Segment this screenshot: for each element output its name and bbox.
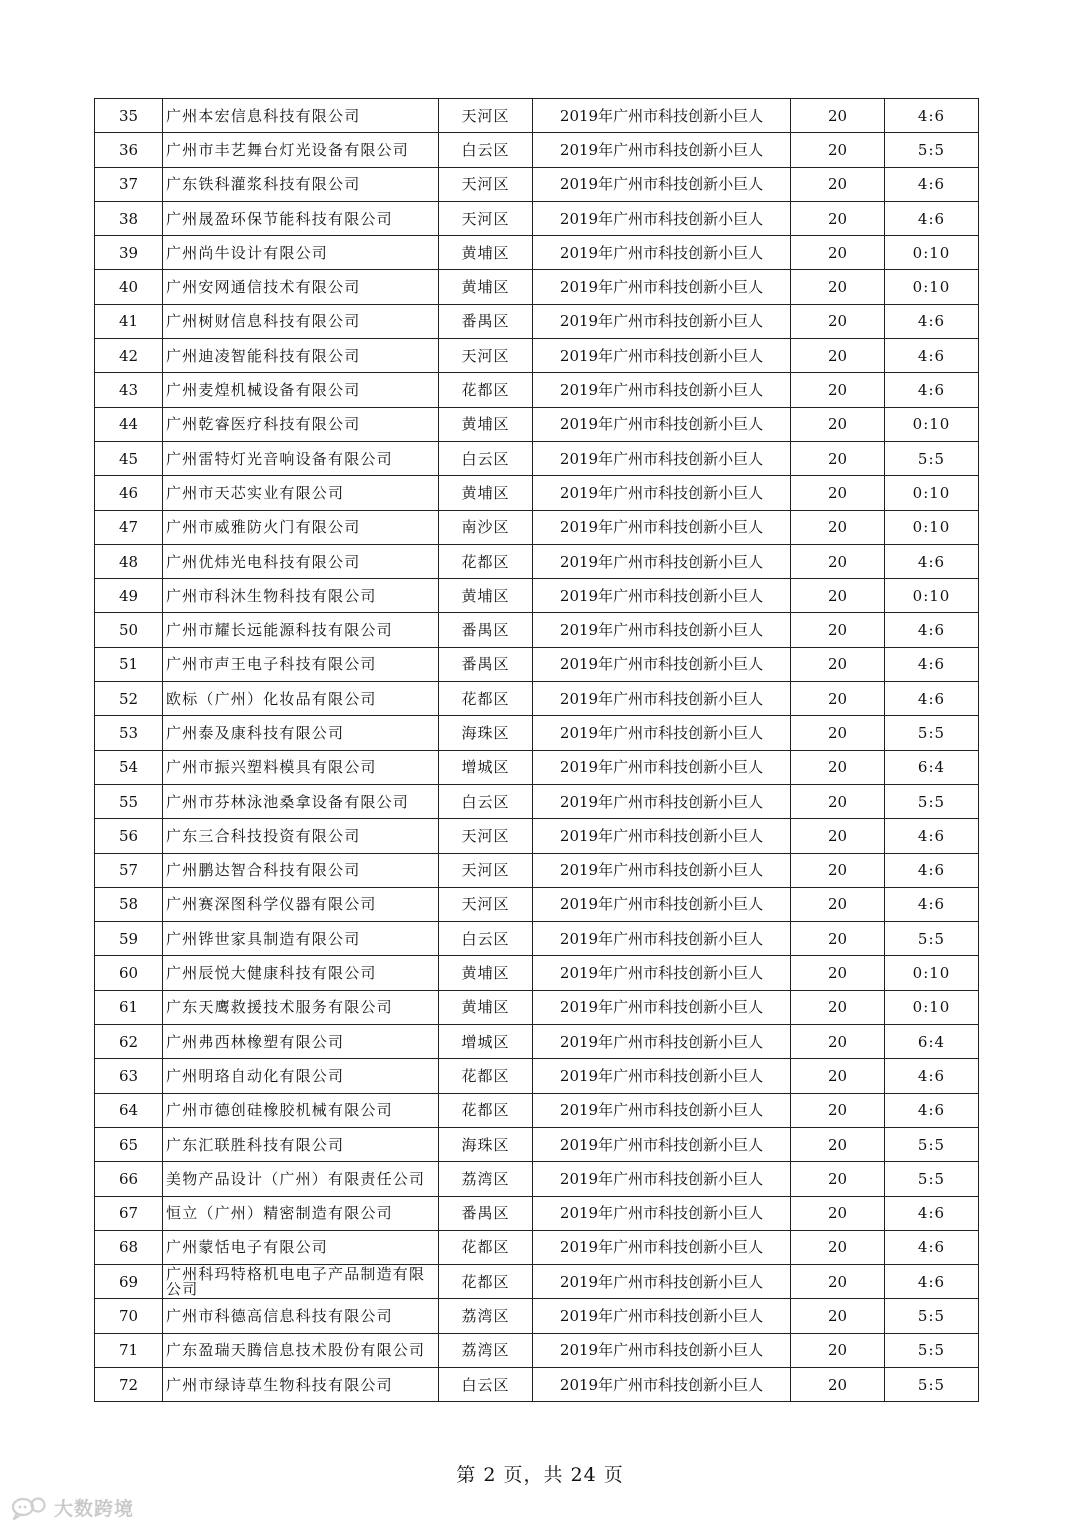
row-number-cell: 47 <box>95 510 163 544</box>
category-cell: 2019年广州市科技创新小巨人 <box>533 853 791 887</box>
amount-cell: 20 <box>791 201 885 235</box>
ratio-cell: 4:6 <box>885 1093 979 1127</box>
category-cell: 2019年广州市科技创新小巨人 <box>533 647 791 681</box>
chat-bubble-icon <box>10 1495 50 1521</box>
company-name-cell: 广州乾睿医疗科技有限公司 <box>163 407 439 441</box>
company-name-cell: 广州晟盈环保节能科技有限公司 <box>163 201 439 235</box>
amount-cell: 20 <box>791 1367 885 1401</box>
category-cell: 2019年广州市科技创新小巨人 <box>533 407 791 441</box>
amount-cell: 20 <box>791 1299 885 1333</box>
ratio-cell: 5:5 <box>885 133 979 167</box>
ratio-cell: 5:5 <box>885 441 979 475</box>
row-number-cell: 63 <box>95 1059 163 1093</box>
district-cell: 黄埔区 <box>439 990 533 1024</box>
amount-cell: 20 <box>791 1025 885 1059</box>
company-name-cell: 广州市芬林泳池桑拿设备有限公司 <box>163 784 439 818</box>
amount-cell: 20 <box>791 1265 885 1299</box>
ratio-cell: 4:6 <box>885 304 979 338</box>
district-cell: 南沙区 <box>439 510 533 544</box>
table-row <box>95 1333 979 1367</box>
district-cell: 番禺区 <box>439 647 533 681</box>
district-cell: 花都区 <box>439 1230 533 1264</box>
table-row <box>95 1127 979 1161</box>
table-row <box>95 716 979 750</box>
company-name-cell: 广州尚牛设计有限公司 <box>163 236 439 270</box>
ratio-cell: 4:6 <box>885 887 979 921</box>
row-number-cell: 60 <box>95 956 163 990</box>
table-row <box>95 304 979 338</box>
district-cell: 花都区 <box>439 373 533 407</box>
company-name-cell: 广州市声王电子科技有限公司 <box>163 647 439 681</box>
ratio-cell: 4:6 <box>885 544 979 578</box>
district-cell: 天河区 <box>439 201 533 235</box>
ratio-cell: 4:6 <box>885 1059 979 1093</box>
row-number-cell: 45 <box>95 441 163 475</box>
ratio-cell: 5:5 <box>885 1333 979 1367</box>
category-cell: 2019年广州市科技创新小巨人 <box>533 441 791 475</box>
table-row <box>95 1230 979 1264</box>
row-number-cell: 35 <box>95 99 163 133</box>
district-cell: 花都区 <box>439 544 533 578</box>
category-cell: 2019年广州市科技创新小巨人 <box>533 1265 791 1299</box>
table-row <box>95 510 979 544</box>
ratio-cell: 0:10 <box>885 407 979 441</box>
table-row <box>95 613 979 647</box>
company-name-cell: 广州明珞自动化有限公司 <box>163 1059 439 1093</box>
amount-cell: 20 <box>791 853 885 887</box>
row-number-cell: 48 <box>95 544 163 578</box>
ratio-cell: 5:5 <box>885 1367 979 1401</box>
district-cell: 花都区 <box>439 1093 533 1127</box>
row-number-cell: 38 <box>95 201 163 235</box>
row-number-cell: 61 <box>95 990 163 1024</box>
company-name-cell: 广州弗西林橡塑有限公司 <box>163 1025 439 1059</box>
district-cell: 花都区 <box>439 1059 533 1093</box>
watermark <box>10 1494 134 1521</box>
amount-cell: 20 <box>791 1127 885 1161</box>
amount-cell: 20 <box>791 1230 885 1264</box>
district-cell: 天河区 <box>439 853 533 887</box>
watermark-text: 大数跨境 <box>54 1498 135 1520</box>
category-cell: 2019年广州市科技创新小巨人 <box>533 270 791 304</box>
district-cell: 番禺区 <box>439 304 533 338</box>
company-name-cell: 广州优炜光电科技有限公司 <box>163 544 439 578</box>
category-cell: 2019年广州市科技创新小巨人 <box>533 1025 791 1059</box>
company-name-cell: 广州安网通信技术有限公司 <box>163 270 439 304</box>
category-cell: 2019年广州市科技创新小巨人 <box>533 133 791 167</box>
category-cell: 2019年广州市科技创新小巨人 <box>533 1196 791 1230</box>
row-number-cell: 44 <box>95 407 163 441</box>
ratio-cell: 4:6 <box>885 613 979 647</box>
table-row <box>95 270 979 304</box>
district-cell: 花都区 <box>439 682 533 716</box>
category-cell: 2019年广州市科技创新小巨人 <box>533 544 791 578</box>
table-row <box>95 407 979 441</box>
ratio-cell: 0:10 <box>885 956 979 990</box>
table-row <box>95 682 979 716</box>
table-row <box>95 99 979 133</box>
category-cell: 2019年广州市科技创新小巨人 <box>533 750 791 784</box>
row-number-cell: 52 <box>95 682 163 716</box>
company-name-cell: 广东铁科灌浆科技有限公司 <box>163 167 439 201</box>
district-cell: 番禺区 <box>439 1196 533 1230</box>
table-row <box>95 167 979 201</box>
row-number-cell: 51 <box>95 647 163 681</box>
table-row <box>95 1093 979 1127</box>
company-name-cell: 广州市耀长远能源科技有限公司 <box>163 613 439 647</box>
category-cell: 2019年广州市科技创新小巨人 <box>533 1367 791 1401</box>
company-name-cell: 美物产品设计（广州）有限责任公司 <box>163 1162 439 1196</box>
district-cell: 海珠区 <box>439 716 533 750</box>
amount-cell: 20 <box>791 441 885 475</box>
district-cell: 天河区 <box>439 99 533 133</box>
row-number-cell: 58 <box>95 887 163 921</box>
table-row <box>95 1196 979 1230</box>
amount-cell: 20 <box>791 887 885 921</box>
amount-cell: 20 <box>791 1059 885 1093</box>
ratio-cell: 0:10 <box>885 579 979 613</box>
row-number-cell: 39 <box>95 236 163 270</box>
district-cell: 黄埔区 <box>439 956 533 990</box>
page-number: 第 2 页，共 24 页 <box>456 1464 624 1486</box>
table-row <box>95 956 979 990</box>
district-cell: 黄埔区 <box>439 476 533 510</box>
row-number-cell: 50 <box>95 613 163 647</box>
table-row <box>95 201 979 235</box>
district-cell: 荔湾区 <box>439 1299 533 1333</box>
amount-cell: 20 <box>791 922 885 956</box>
company-name-cell: 广州雷特灯光音响设备有限公司 <box>163 441 439 475</box>
ratio-cell: 5:5 <box>885 1162 979 1196</box>
ratio-cell: 4:6 <box>885 682 979 716</box>
company-name-cell: 广州麦煌机械设备有限公司 <box>163 373 439 407</box>
row-number-cell: 53 <box>95 716 163 750</box>
district-cell: 白云区 <box>439 441 533 475</box>
table-row <box>95 441 979 475</box>
ratio-cell: 4:6 <box>885 1196 979 1230</box>
table-row <box>95 750 979 784</box>
category-cell: 2019年广州市科技创新小巨人 <box>533 373 791 407</box>
category-cell: 2019年广州市科技创新小巨人 <box>533 304 791 338</box>
category-cell: 2019年广州市科技创新小巨人 <box>533 819 791 853</box>
table-row <box>95 853 979 887</box>
ratio-cell: 4:6 <box>885 853 979 887</box>
amount-cell: 20 <box>791 373 885 407</box>
category-cell: 2019年广州市科技创新小巨人 <box>533 922 791 956</box>
amount-cell: 20 <box>791 407 885 441</box>
table-row <box>95 784 979 818</box>
district-cell: 天河区 <box>439 819 533 853</box>
company-name-cell: 广州蒙恬电子有限公司 <box>163 1230 439 1264</box>
category-cell: 2019年广州市科技创新小巨人 <box>533 887 791 921</box>
ratio-cell: 6:4 <box>885 750 979 784</box>
ratio-cell: 4:6 <box>885 819 979 853</box>
company-name-cell: 广州市科德高信息科技有限公司 <box>163 1299 439 1333</box>
amount-cell: 20 <box>791 1196 885 1230</box>
company-name-cell: 广州市振兴塑料模具有限公司 <box>163 750 439 784</box>
category-cell: 2019年广州市科技创新小巨人 <box>533 236 791 270</box>
amount-cell: 20 <box>791 510 885 544</box>
amount-cell: 20 <box>791 1162 885 1196</box>
table-row <box>95 476 979 510</box>
company-name-cell: 广东汇联胜科技有限公司 <box>163 1127 439 1161</box>
category-cell: 2019年广州市科技创新小巨人 <box>533 682 791 716</box>
row-number-cell: 43 <box>95 373 163 407</box>
table-row <box>95 1299 979 1333</box>
district-cell: 天河区 <box>439 339 533 373</box>
ratio-cell: 4:6 <box>885 339 979 373</box>
category-cell: 2019年广州市科技创新小巨人 <box>533 1093 791 1127</box>
company-name-cell: 广州泰及康科技有限公司 <box>163 716 439 750</box>
ratio-cell: 0:10 <box>885 510 979 544</box>
ratio-cell: 5:5 <box>885 1127 979 1161</box>
amount-cell: 20 <box>791 647 885 681</box>
row-number-cell: 59 <box>95 922 163 956</box>
category-cell: 2019年广州市科技创新小巨人 <box>533 1299 791 1333</box>
company-name-cell: 广州辰悦大健康科技有限公司 <box>163 956 439 990</box>
ratio-cell: 4:6 <box>885 1265 979 1299</box>
company-list-table <box>94 98 979 1402</box>
district-cell: 白云区 <box>439 1367 533 1401</box>
amount-cell: 20 <box>791 133 885 167</box>
row-number-cell: 64 <box>95 1093 163 1127</box>
amount-cell: 20 <box>791 339 885 373</box>
table-row <box>95 647 979 681</box>
company-name-cell: 广州铧世家具制造有限公司 <box>163 922 439 956</box>
category-cell: 2019年广州市科技创新小巨人 <box>533 579 791 613</box>
table-row <box>95 339 979 373</box>
category-cell: 2019年广州市科技创新小巨人 <box>533 956 791 990</box>
table-row <box>95 1367 979 1401</box>
row-number-cell: 65 <box>95 1127 163 1161</box>
company-name-cell: 广州市科沐生物科技有限公司 <box>163 579 439 613</box>
district-cell: 番禺区 <box>439 613 533 647</box>
category-cell: 2019年广州市科技创新小巨人 <box>533 784 791 818</box>
table-row <box>95 990 979 1024</box>
row-number-cell: 62 <box>95 1025 163 1059</box>
district-cell: 增城区 <box>439 750 533 784</box>
ratio-cell: 6:4 <box>885 1025 979 1059</box>
ratio-cell: 5:5 <box>885 716 979 750</box>
ratio-cell: 4:6 <box>885 1230 979 1264</box>
category-cell: 2019年广州市科技创新小巨人 <box>533 716 791 750</box>
category-cell: 2019年广州市科技创新小巨人 <box>533 613 791 647</box>
row-number-cell: 57 <box>95 853 163 887</box>
company-name-cell: 广州赛深图科学仪器有限公司 <box>163 887 439 921</box>
table-row <box>95 1162 979 1196</box>
table-row <box>95 1025 979 1059</box>
company-name-cell: 广东三合科技投资有限公司 <box>163 819 439 853</box>
amount-cell: 20 <box>791 784 885 818</box>
district-cell: 白云区 <box>439 133 533 167</box>
table-row <box>95 1059 979 1093</box>
table-row <box>95 819 979 853</box>
amount-cell: 20 <box>791 1093 885 1127</box>
ratio-cell: 0:10 <box>885 236 979 270</box>
amount-cell: 20 <box>791 579 885 613</box>
ratio-cell: 4:6 <box>885 647 979 681</box>
category-cell: 2019年广州市科技创新小巨人 <box>533 1333 791 1367</box>
company-name-cell: 广州科玛特格机电电子产品制造有限公司 <box>163 1265 439 1299</box>
ratio-cell: 4:6 <box>885 201 979 235</box>
amount-cell: 20 <box>791 476 885 510</box>
row-number-cell: 54 <box>95 750 163 784</box>
company-name-cell: 广州市天芯实业有限公司 <box>163 476 439 510</box>
district-cell: 白云区 <box>439 784 533 818</box>
amount-cell: 20 <box>791 167 885 201</box>
table-row <box>95 887 979 921</box>
row-number-cell: 46 <box>95 476 163 510</box>
table-body <box>95 99 979 1402</box>
table-row <box>95 579 979 613</box>
company-name-cell: 欧标（广州）化妆品有限公司 <box>163 682 439 716</box>
category-cell: 2019年广州市科技创新小巨人 <box>533 1162 791 1196</box>
row-number-cell: 56 <box>95 819 163 853</box>
amount-cell: 20 <box>791 990 885 1024</box>
district-cell: 黄埔区 <box>439 270 533 304</box>
category-cell: 2019年广州市科技创新小巨人 <box>533 339 791 373</box>
table-row <box>95 922 979 956</box>
company-name-cell: 广州市威雅防火门有限公司 <box>163 510 439 544</box>
district-cell: 增城区 <box>439 1025 533 1059</box>
amount-cell: 20 <box>791 99 885 133</box>
category-cell: 2019年广州市科技创新小巨人 <box>533 201 791 235</box>
company-name-cell: 广州本宏信息科技有限公司 <box>163 99 439 133</box>
amount-cell: 20 <box>791 1333 885 1367</box>
ratio-cell: 5:5 <box>885 922 979 956</box>
table-row <box>95 236 979 270</box>
district-cell: 白云区 <box>439 922 533 956</box>
row-number-cell: 49 <box>95 579 163 613</box>
amount-cell: 20 <box>791 270 885 304</box>
amount-cell: 20 <box>791 304 885 338</box>
category-cell: 2019年广州市科技创新小巨人 <box>533 1230 791 1264</box>
row-number-cell: 36 <box>95 133 163 167</box>
amount-cell: 20 <box>791 613 885 647</box>
category-cell: 2019年广州市科技创新小巨人 <box>533 1059 791 1093</box>
ratio-cell: 0:10 <box>885 270 979 304</box>
district-cell: 天河区 <box>439 167 533 201</box>
district-cell: 花都区 <box>439 1265 533 1299</box>
amount-cell: 20 <box>791 956 885 990</box>
ratio-cell: 5:5 <box>885 784 979 818</box>
amount-cell: 20 <box>791 750 885 784</box>
row-number-cell: 42 <box>95 339 163 373</box>
ratio-cell: 0:10 <box>885 990 979 1024</box>
row-number-cell: 71 <box>95 1333 163 1367</box>
ratio-cell: 4:6 <box>885 373 979 407</box>
district-cell: 天河区 <box>439 887 533 921</box>
district-cell: 荔湾区 <box>439 1162 533 1196</box>
table-row <box>95 544 979 578</box>
category-cell: 2019年广州市科技创新小巨人 <box>533 99 791 133</box>
company-name-cell: 广州树财信息科技有限公司 <box>163 304 439 338</box>
category-cell: 2019年广州市科技创新小巨人 <box>533 990 791 1024</box>
company-name-cell: 恒立（广州）精密制造有限公司 <box>163 1196 439 1230</box>
company-name-cell: 广东盈瑞天腾信息技术股份有限公司 <box>163 1333 439 1367</box>
company-name-cell: 广州市丰艺舞台灯光设备有限公司 <box>163 133 439 167</box>
company-name-cell: 广州市德创硅橡胶机械有限公司 <box>163 1093 439 1127</box>
district-cell: 海珠区 <box>439 1127 533 1161</box>
category-cell: 2019年广州市科技创新小巨人 <box>533 167 791 201</box>
row-number-cell: 68 <box>95 1230 163 1264</box>
table-row <box>95 373 979 407</box>
ratio-cell: 4:6 <box>885 99 979 133</box>
row-number-cell: 67 <box>95 1196 163 1230</box>
ratio-cell: 4:6 <box>885 167 979 201</box>
amount-cell: 20 <box>791 236 885 270</box>
row-number-cell: 70 <box>95 1299 163 1333</box>
category-cell: 2019年广州市科技创新小巨人 <box>533 510 791 544</box>
ratio-cell: 5:5 <box>885 1299 979 1333</box>
row-number-cell: 72 <box>95 1367 163 1401</box>
ratio-cell: 0:10 <box>885 476 979 510</box>
row-number-cell: 55 <box>95 784 163 818</box>
row-number-cell: 40 <box>95 270 163 304</box>
company-name-cell: 广州鹏达智合科技有限公司 <box>163 853 439 887</box>
district-cell: 黄埔区 <box>439 579 533 613</box>
row-number-cell: 41 <box>95 304 163 338</box>
district-cell: 黄埔区 <box>439 407 533 441</box>
category-cell: 2019年广州市科技创新小巨人 <box>533 476 791 510</box>
table-row <box>95 1265 979 1299</box>
amount-cell: 20 <box>791 716 885 750</box>
table-row <box>95 133 979 167</box>
district-cell: 黄埔区 <box>439 236 533 270</box>
row-number-cell: 66 <box>95 1162 163 1196</box>
amount-cell: 20 <box>791 544 885 578</box>
category-cell: 2019年广州市科技创新小巨人 <box>533 1127 791 1161</box>
amount-cell: 20 <box>791 819 885 853</box>
company-name-cell: 广东天鹰救援技术服务有限公司 <box>163 990 439 1024</box>
row-number-cell: 69 <box>95 1265 163 1299</box>
row-number-cell: 37 <box>95 167 163 201</box>
company-name-cell: 广州迪凌智能科技有限公司 <box>163 339 439 373</box>
district-cell: 荔湾区 <box>439 1333 533 1367</box>
company-name-cell: 广州市绿诗草生物科技有限公司 <box>163 1367 439 1401</box>
amount-cell: 20 <box>791 682 885 716</box>
